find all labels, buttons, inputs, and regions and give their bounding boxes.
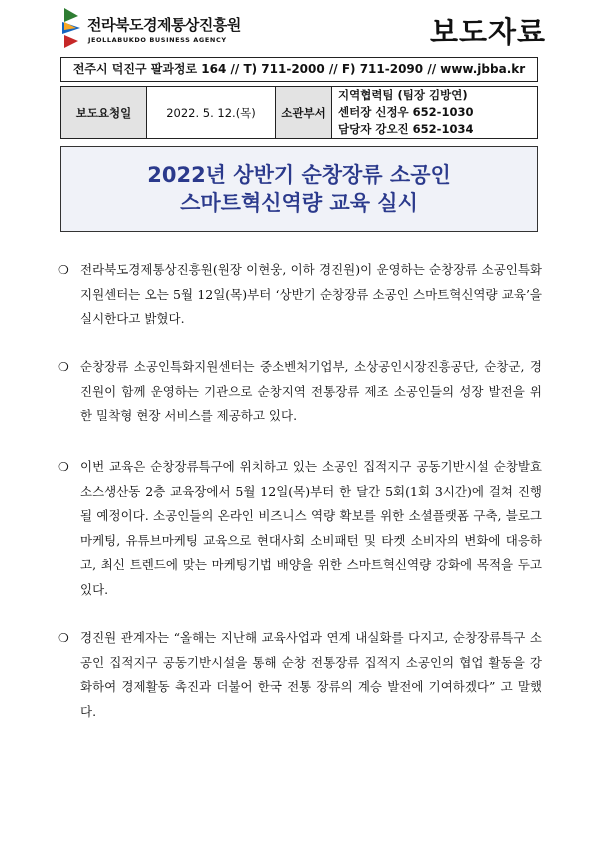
body-paragraph <box>58 455 542 602</box>
document-header <box>60 6 546 56</box>
department-contacts <box>332 87 538 139</box>
release-info-table <box>60 86 538 139</box>
body-paragraph <box>58 626 542 724</box>
contact-line: 지역협력팀 (팀장 김방연) <box>338 88 468 102</box>
document-type-title: 보도자료 <box>429 15 546 49</box>
contact-line: 센터장 신정우 652-1030 <box>338 105 474 119</box>
bullet-circle-icon: ❍ <box>58 263 69 277</box>
request-date-value: 2022. 5. 12.(목) <box>147 87 276 139</box>
headline-line-1: 2022년 상반기 순창장류 소공인 <box>147 163 451 187</box>
paragraph-text: 이번 교육은 순창장류특구에 위치하고 있는 소공인 집적지구 공동기반시설 순창발효소스생산동 2층 교육장에서 5월 12일(목)부터 한 달간 5회(1회 3시간)에 걸쳐 진행될 예정이다. 소공인들의 온라인 비즈니스 역량 확보를 위한 소셜플랫폼 구축, 블로그마케팅, 유튜브마케팅 교육으로 현대사회 소비패턴 및 타켓 소비자의 변화에 대응하고, 최신 트렌드에 맞는 마케팅기법 배양을 위한 스마트혁신역량 강화에 목적을 두고 있다. <box>80 459 542 597</box>
contact-address-bar: 전주시 덕진구 팔과정로 164 // T) 711-2000 // F) 711-2090 // www.jbba.kr <box>60 57 538 82</box>
organization-name: 전라북도경제통상진흥원 <box>87 16 241 34</box>
paragraph-text: 순창장류 소공인특화지원센터는 중소벤처기업부, 소상공인시장진흥공단, 순창군, 경진원이 함께 운영하는 기관으로 순창지역 전통장류 제조 소공인들의 성장 발전을 위한 밀착형 현장 서비스를 제공하고 있다. <box>80 359 542 423</box>
bullet-circle-icon: ❍ <box>58 360 69 374</box>
department-label: 소관부서 <box>276 87 332 139</box>
bullet-circle-icon: ❍ <box>58 460 69 474</box>
bullet-circle-icon: ❍ <box>58 631 69 645</box>
organization-english-name: JEOLLABUKDO BUSINESS AGENCY <box>88 36 227 44</box>
paragraph-text: 경진원 관계자는 “올해는 지난해 교육사업과 연계 내실화를 다지고, 순창장류특구 소공인 집적지구 공동기반시설을 통해 순창 전통장류 집적지 소공인의 협업 활동을 강화하여 경제활동 촉진과 더불어 한국 전통 장류의 계승 발전에 기여하겠다” 고 말했다. <box>80 630 542 719</box>
agency-logo-icon <box>60 8 82 50</box>
paragraph-text: 전라북도경제통상진흥원(원장 이현웅, 이하 경진원)이 운영하는 순창장류 소공인특화지원센터는 오는 5월 12일(목)부터 ‘상반기 순창장류 소공인 스마트혁신역량 교육’을 실시한다고 밝혔다. <box>80 262 542 326</box>
headline-box <box>60 146 538 232</box>
contact-line: 담당자 강오진 652-1034 <box>338 122 474 136</box>
body-paragraph <box>58 355 542 429</box>
headline-line-2: 스마트혁신역량 교육 실시 <box>180 191 418 215</box>
body-paragraph <box>58 258 542 332</box>
request-date-label: 보도요청일 <box>61 87 147 139</box>
